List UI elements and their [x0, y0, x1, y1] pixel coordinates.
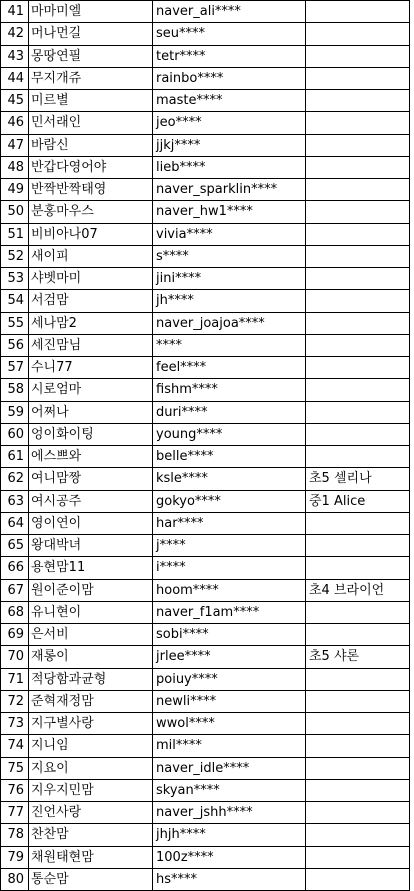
cell-user-id: lieb****: [153, 156, 306, 178]
cell-nickname: 지구별사랑: [29, 713, 153, 735]
cell-nickname: 채원태현맘: [29, 846, 153, 868]
cell-user-id: vivia****: [153, 223, 306, 245]
cell-note: [306, 846, 410, 868]
cell-user-id: fishm****: [153, 379, 306, 401]
cell-note: [306, 156, 410, 178]
cell-user-id: jjkj****: [153, 134, 306, 156]
cell-user-id: seu****: [153, 23, 306, 45]
cell-note: [306, 668, 410, 690]
cell-user-id: young****: [153, 423, 306, 445]
table-row: [1, 401, 410, 423]
cell-user-id: mil****: [153, 735, 306, 757]
table-row: [1, 134, 410, 156]
table-row: [1, 379, 410, 401]
cell-nickname: 재롱이: [29, 646, 153, 668]
cell-nickname: 용현맘11: [29, 557, 153, 579]
cell-note: [306, 334, 410, 356]
cell-nickname: 마마미엘: [29, 1, 153, 23]
cell-no: 65: [1, 535, 29, 557]
cell-user-id: 100z****: [153, 846, 306, 868]
cell-user-id: j****: [153, 535, 306, 557]
cell-user-id: rainbo****: [153, 67, 306, 89]
cell-note: [306, 779, 410, 801]
table-row: [1, 201, 410, 223]
cell-nickname: 몽땅연필: [29, 45, 153, 67]
table-row: [1, 779, 410, 801]
cell-no: 71: [1, 668, 29, 690]
table-row: [1, 90, 410, 112]
cell-nickname: 찬찬맘: [29, 824, 153, 846]
cell-user-id: duri****: [153, 401, 306, 423]
cell-note: [306, 179, 410, 201]
cell-nickname: 샤벳마미: [29, 268, 153, 290]
cell-nickname: 여니맘짱: [29, 468, 153, 490]
cell-no: 80: [1, 868, 29, 890]
cell-no: 62: [1, 468, 29, 490]
cell-nickname: 통순맘: [29, 868, 153, 890]
cell-user-id: naver_jshh****: [153, 802, 306, 824]
cell-note: 초4 브라이언: [306, 579, 410, 601]
cell-note: [306, 357, 410, 379]
cell-nickname: 엉이화이팅: [29, 423, 153, 445]
table-row: [1, 312, 410, 334]
cell-nickname: 반짝반짝태영: [29, 179, 153, 201]
cell-note: [306, 423, 410, 445]
cell-user-id: feel****: [153, 357, 306, 379]
cell-note: [306, 90, 410, 112]
table-row: [1, 802, 410, 824]
cell-nickname: 새이피: [29, 245, 153, 267]
cell-user-id: jeo****: [153, 112, 306, 134]
cell-note: 중1 Alice: [306, 490, 410, 512]
cell-user-id: har****: [153, 512, 306, 534]
cell-nickname: 지요이: [29, 757, 153, 779]
table-row: [1, 1, 410, 23]
cell-nickname: 원이준이맘: [29, 579, 153, 601]
cell-note: [306, 802, 410, 824]
cell-nickname: 민서래인: [29, 112, 153, 134]
table-row: [1, 846, 410, 868]
table-row: [1, 423, 410, 445]
cell-user-id: naver_joajoa****: [153, 312, 306, 334]
cell-note: [306, 512, 410, 534]
table-row: [1, 446, 410, 468]
table-row: [1, 468, 410, 490]
cell-user-id: belle****: [153, 446, 306, 468]
cell-nickname: 수니77: [29, 357, 153, 379]
cell-no: 53: [1, 268, 29, 290]
cell-note: [306, 735, 410, 757]
cell-note: [306, 690, 410, 712]
cell-no: 43: [1, 45, 29, 67]
cell-no: 52: [1, 245, 29, 267]
cell-no: 48: [1, 156, 29, 178]
cell-nickname: 바람신: [29, 134, 153, 156]
cell-nickname: 적당함과균형: [29, 668, 153, 690]
cell-no: 72: [1, 690, 29, 712]
cell-user-id: ksle****: [153, 468, 306, 490]
cell-note: [306, 201, 410, 223]
cell-nickname: 미르별: [29, 90, 153, 112]
cell-no: 42: [1, 23, 29, 45]
cell-note: 초5 샤론: [306, 646, 410, 668]
table-row: [1, 156, 410, 178]
table-row: [1, 557, 410, 579]
cell-nickname: 시로엄마: [29, 379, 153, 401]
cell-note: [306, 401, 410, 423]
cell-user-id: naver_hw1****: [153, 201, 306, 223]
cell-note: [306, 824, 410, 846]
cell-nickname: 분홍마우스: [29, 201, 153, 223]
cell-note: [306, 223, 410, 245]
cell-user-id: hoom****: [153, 579, 306, 601]
table-body: [1, 0, 410, 891]
cell-note: [306, 624, 410, 646]
cell-no: 54: [1, 290, 29, 312]
table-row: [1, 601, 410, 623]
cell-nickname: 왕대박녀: [29, 535, 153, 557]
table-row: [1, 512, 410, 534]
cell-note: [306, 23, 410, 45]
cell-nickname: 머나먼길: [29, 23, 153, 45]
cell-note: [306, 45, 410, 67]
cell-nickname: 진언사랑: [29, 802, 153, 824]
table-row: [1, 690, 410, 712]
cell-no: 61: [1, 446, 29, 468]
cell-note: [306, 134, 410, 156]
cell-nickname: 지니임: [29, 735, 153, 757]
cell-note: [306, 290, 410, 312]
cell-no: 77: [1, 802, 29, 824]
cell-no: 46: [1, 112, 29, 134]
cell-no: 73: [1, 713, 29, 735]
table-row: [1, 112, 410, 134]
table-row: [1, 268, 410, 290]
cell-user-id: tetr****: [153, 45, 306, 67]
cell-note: [306, 868, 410, 890]
cell-user-id: ****: [153, 334, 306, 356]
cell-user-id: s****: [153, 245, 306, 267]
cell-user-id: newli****: [153, 690, 306, 712]
cell-note: [306, 312, 410, 334]
cell-user-id: naver_f1am****: [153, 601, 306, 623]
cell-note: [306, 713, 410, 735]
cell-no: 45: [1, 90, 29, 112]
cell-no: 79: [1, 846, 29, 868]
cell-nickname: 무지개쥬: [29, 67, 153, 89]
cell-no: 57: [1, 357, 29, 379]
cell-nickname: 서검맘: [29, 290, 153, 312]
cell-no: 76: [1, 779, 29, 801]
cell-no: 67: [1, 579, 29, 601]
table-row: [1, 713, 410, 735]
cell-nickname: 어쩌나: [29, 401, 153, 423]
cell-user-id: naver_idle****: [153, 757, 306, 779]
cell-note: [306, 268, 410, 290]
cell-note: [306, 379, 410, 401]
cell-no: 68: [1, 601, 29, 623]
cell-no: 44: [1, 67, 29, 89]
cell-nickname: 지우지민맘: [29, 779, 153, 801]
table-row: [1, 579, 410, 601]
cell-no: 49: [1, 179, 29, 201]
cell-nickname: 영이연이: [29, 512, 153, 534]
cell-no: 51: [1, 223, 29, 245]
table-row: [1, 868, 410, 890]
cell-user-id: poiuy****: [153, 668, 306, 690]
cell-nickname: 유니현이: [29, 601, 153, 623]
cell-note: [306, 67, 410, 89]
cell-user-id: wwol****: [153, 713, 306, 735]
cell-nickname: 비비아나07: [29, 223, 153, 245]
table-row: [1, 245, 410, 267]
cell-user-id: jini****: [153, 268, 306, 290]
table-row: [1, 290, 410, 312]
table-row: [1, 357, 410, 379]
cell-user-id: hs****: [153, 868, 306, 890]
cell-no: 58: [1, 379, 29, 401]
cell-user-id: jrlee****: [153, 646, 306, 668]
cell-no: 74: [1, 735, 29, 757]
cell-no: 60: [1, 423, 29, 445]
cell-no: 55: [1, 312, 29, 334]
cell-user-id: skyan****: [153, 779, 306, 801]
cell-no: 41: [1, 1, 29, 23]
table-row: [1, 735, 410, 757]
table-row: [1, 223, 410, 245]
table-row: [1, 824, 410, 846]
cell-note: [306, 557, 410, 579]
cell-nickname: 세나맘2: [29, 312, 153, 334]
cell-user-id: sobi****: [153, 624, 306, 646]
table-row: [1, 490, 410, 512]
cell-note: 초5 셀리나: [306, 468, 410, 490]
cell-note: [306, 757, 410, 779]
cell-no: 69: [1, 624, 29, 646]
cell-user-id: maste****: [153, 90, 306, 112]
cell-note: [306, 535, 410, 557]
cell-user-id: jhjh****: [153, 824, 306, 846]
cell-nickname: 은서비: [29, 624, 153, 646]
cell-no: 59: [1, 401, 29, 423]
cell-nickname: 반갑다영어야: [29, 156, 153, 178]
cell-nickname: 여시공주: [29, 490, 153, 512]
table-row: [1, 334, 410, 356]
table-row: [1, 757, 410, 779]
cell-no: 50: [1, 201, 29, 223]
cell-no: 64: [1, 512, 29, 534]
cell-no: 47: [1, 134, 29, 156]
cell-note: [306, 1, 410, 23]
table-row: [1, 67, 410, 89]
table-row: [1, 646, 410, 668]
cell-user-id: i****: [153, 557, 306, 579]
cell-user-id: naver_ali****: [153, 1, 306, 23]
cell-note: [306, 601, 410, 623]
table-row: [1, 23, 410, 45]
table-row: [1, 535, 410, 557]
table-row: [1, 668, 410, 690]
cell-note: [306, 245, 410, 267]
cell-no: 75: [1, 757, 29, 779]
cell-user-id: naver_sparklin****: [153, 179, 306, 201]
cell-no: 78: [1, 824, 29, 846]
cell-no: 56: [1, 334, 29, 356]
table-row: [1, 179, 410, 201]
cell-nickname: 세진맘님: [29, 334, 153, 356]
cell-nickname: 에스쁘와: [29, 446, 153, 468]
cell-no: 63: [1, 490, 29, 512]
cell-no: 70: [1, 646, 29, 668]
cell-user-id: gokyo****: [153, 490, 306, 512]
cell-note: [306, 446, 410, 468]
table-row: [1, 624, 410, 646]
cell-nickname: 준혁재정맘: [29, 690, 153, 712]
table-row: [1, 45, 410, 67]
cell-no: 66: [1, 557, 29, 579]
cell-user-id: jh****: [153, 290, 306, 312]
cell-note: [306, 112, 410, 134]
